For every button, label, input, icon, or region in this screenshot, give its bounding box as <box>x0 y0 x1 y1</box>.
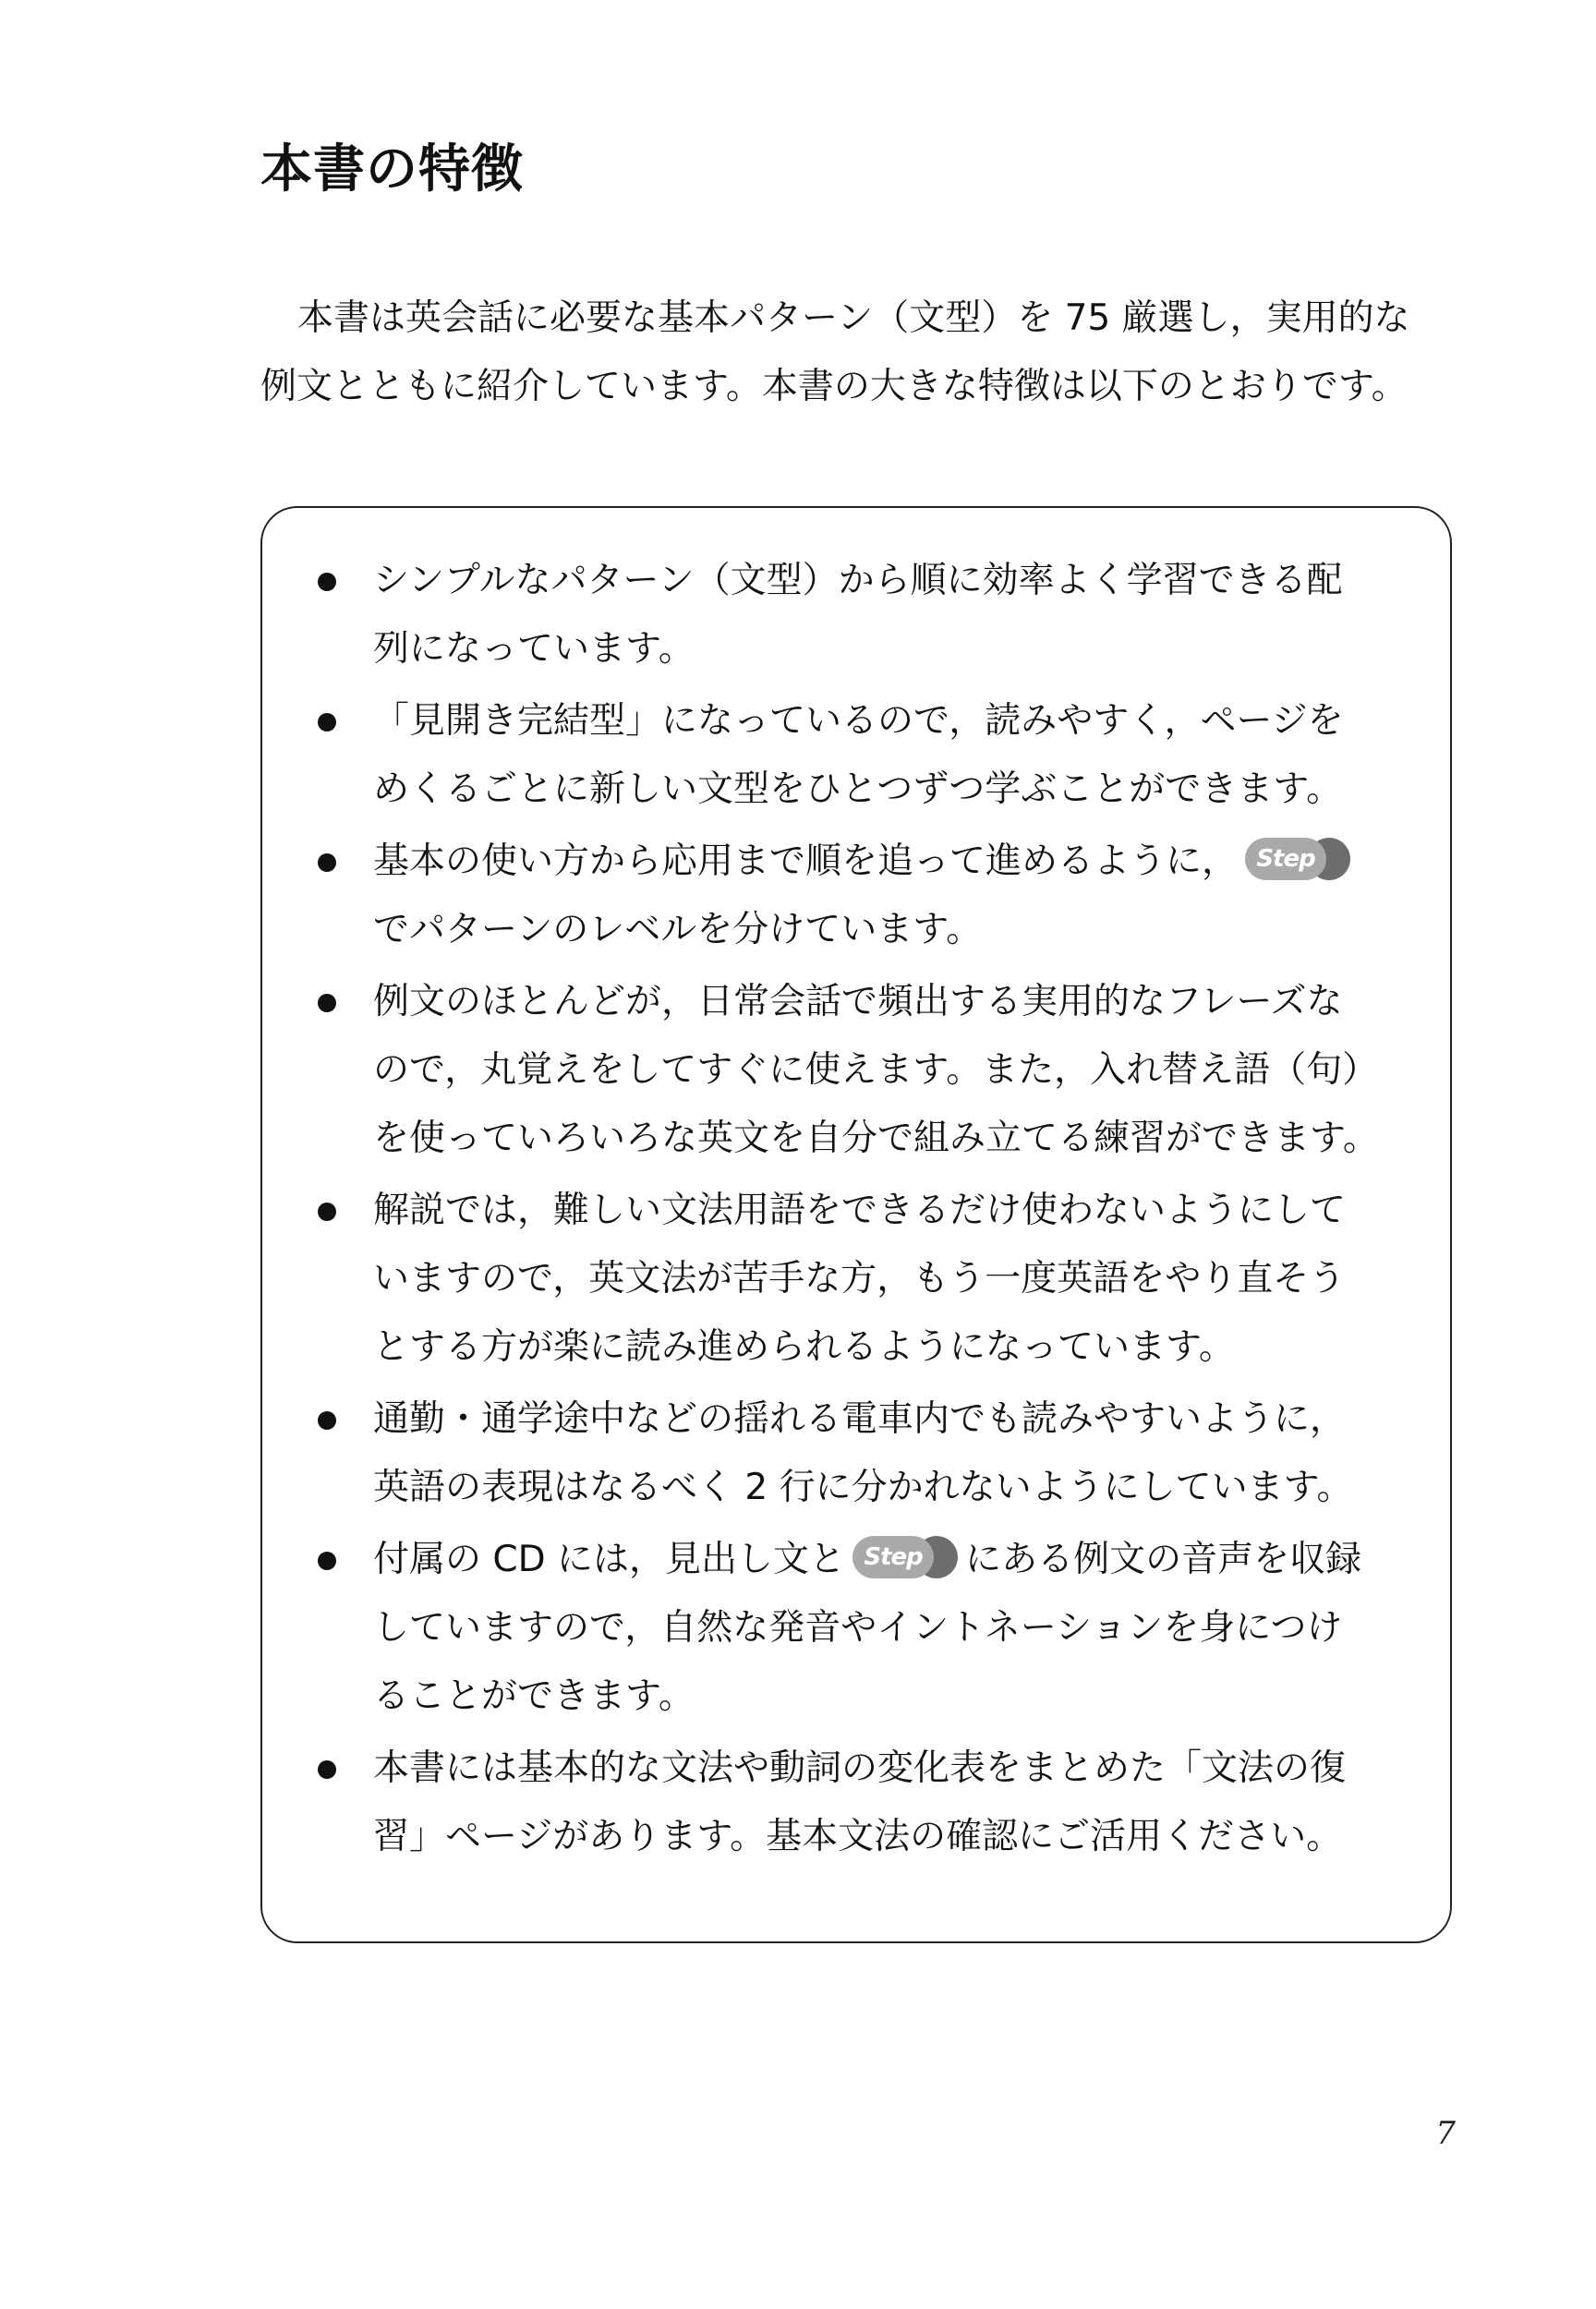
feature-item-commute-friendly <box>318 1385 1426 1522</box>
bullet-icon <box>318 1760 336 1779</box>
feature-item-cd-audio <box>318 1526 1426 1731</box>
intro-line-2: 例文とともに紹介しています。本書の大きな特徴は以下のとおりです。 <box>260 366 1408 407</box>
feature-line: シンプルなパターン（文型）から順に効率よく学習できる配 <box>373 560 1343 601</box>
intro-line-1: 本書は英会話に必要な基本パターン（文型）を 75 厳選し，実用的な <box>297 297 1410 339</box>
step-badge-label: Step <box>1245 838 1326 880</box>
bullet-icon <box>318 1203 336 1221</box>
feature-line: 例文のほとんどが，日常会話で頻出する実用的なフレーズな <box>373 981 1343 1022</box>
feature-line: いますので，英文法が苦手な方，もう一度英語をやり直そう <box>373 1258 1346 1300</box>
feature-line <box>373 828 1426 896</box>
page-number: 7 <box>1435 2115 1456 2152</box>
feature-item-spread-format <box>318 687 1426 824</box>
feature-item-easy-explanations <box>318 1177 1426 1382</box>
feature-item-step-levels <box>318 828 1426 964</box>
step-badge-icon <box>1245 838 1350 880</box>
feature-line-text: にある例文の音声を収録 <box>965 1539 1362 1580</box>
feature-line: 通勤・通学途中などの揺れる電車内でも読みやすいように， <box>373 1398 1347 1440</box>
bullet-icon <box>318 994 336 1012</box>
feature-line-text: 付属の CD には，見出し文と <box>373 1539 846 1580</box>
feature-line: ので，丸覚えをしてすぐに使えます。また，入れ替え語（句） <box>373 1049 1379 1091</box>
bullet-icon <box>318 853 336 872</box>
bullet-icon <box>318 573 336 591</box>
bullet-icon <box>318 713 336 731</box>
feature-line: めくるごとに新しい文型をひとつずつ学ぶことができます。 <box>373 768 1343 810</box>
feature-item-practical-phrases <box>318 968 1426 1173</box>
bullet-icon <box>318 1411 336 1430</box>
step-badge-label: Step <box>852 1536 934 1578</box>
feature-line: 列になっています。 <box>373 628 695 670</box>
feature-line: 解説では，難しい文法用語をできるだけ使わないようにして <box>373 1190 1347 1231</box>
feature-line: 英語の表現はなるべく 2 行に分かれないようにしています。 <box>373 1467 1353 1508</box>
feature-list <box>318 547 1426 1875</box>
intro-paragraph <box>260 284 1461 421</box>
feature-line: 「見開き完結型」になっているので，読みやすく，ページを <box>373 700 1344 742</box>
feature-line: でパターンのレベルを分けています。 <box>373 909 983 950</box>
feature-line <box>373 1526 1426 1594</box>
feature-item-grammar-review <box>318 1735 1426 1871</box>
feature-line: 習」ページがあります。基本文法の確認にご活用ください。 <box>373 1816 1343 1857</box>
features-box <box>260 506 1452 1943</box>
feature-item-simple-patterns <box>318 547 1426 683</box>
feature-line: ることができます。 <box>373 1675 695 1717</box>
feature-line: とする方が楽に読み進められるようになっています。 <box>373 1326 1235 1368</box>
feature-line: していますので，自然な発音やイントネーションを身につけ <box>373 1607 1343 1649</box>
step-badge-icon <box>852 1536 958 1578</box>
feature-line-text: 基本の使い方から応用まで順を追って進めるように， <box>373 840 1239 882</box>
page-title: 本書の特徴 <box>260 139 524 199</box>
feature-line: 本書には基本的な文法や動詞の変化表をまとめた「文法の復 <box>373 1747 1347 1789</box>
feature-line: を使っていろいろな英文を自分で組み立てる練習ができます。 <box>373 1118 1379 1159</box>
bullet-icon <box>318 1552 336 1570</box>
